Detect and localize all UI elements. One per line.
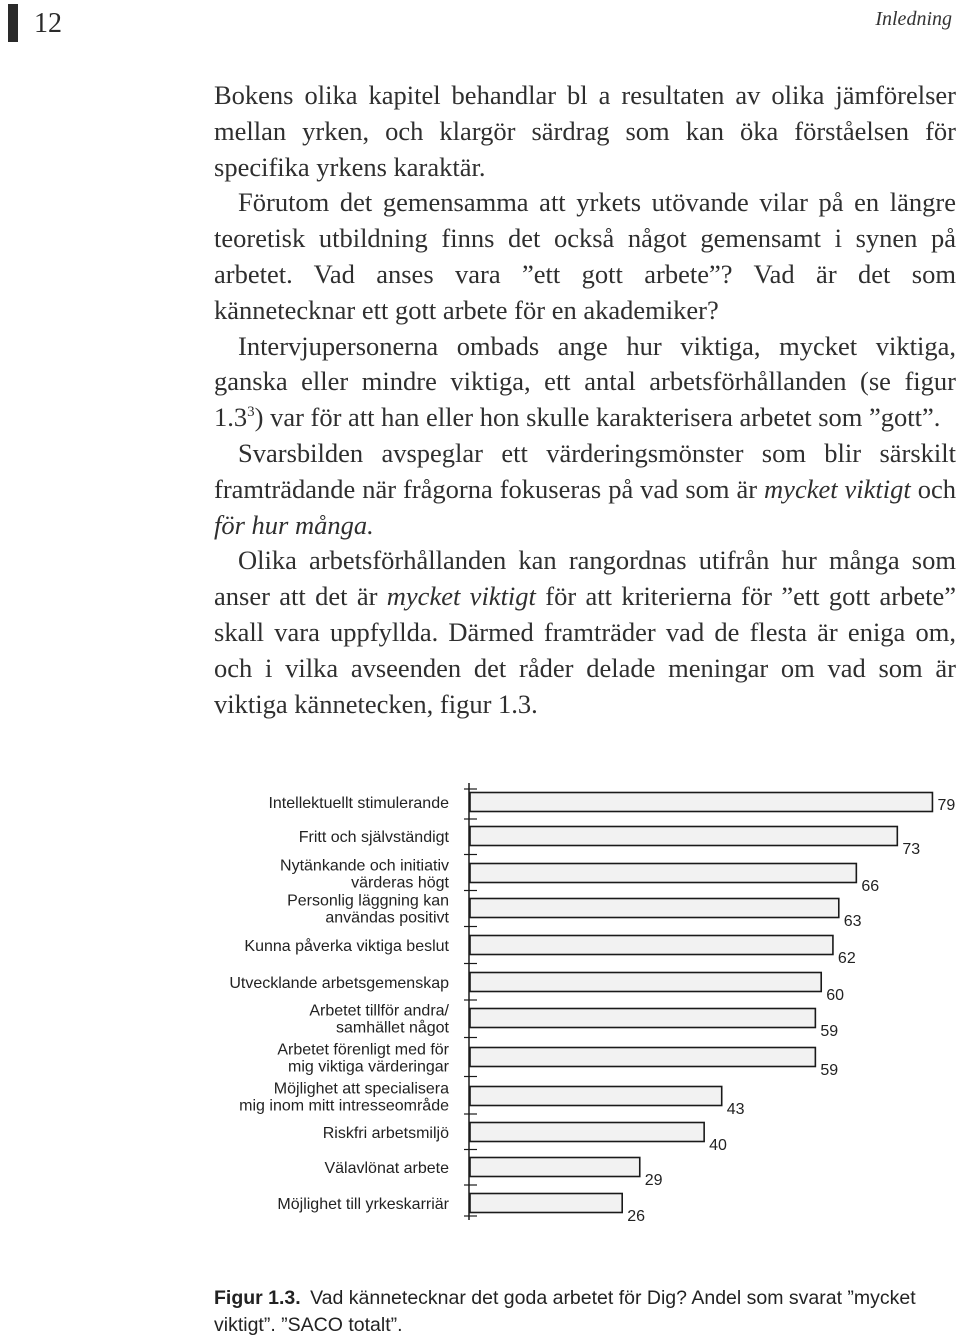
- data-label: 60: [826, 987, 845, 1004]
- data-label: 29: [644, 1172, 663, 1189]
- data-label: 40: [709, 1137, 727, 1154]
- bar: [470, 1158, 640, 1177]
- page-number: 12: [34, 8, 62, 39]
- data-label: 73: [902, 841, 921, 858]
- paragraph-3: [214, 329, 956, 436]
- bar: [470, 899, 839, 918]
- category-label: Möjlighet att specialisera: [273, 1080, 449, 1098]
- bar: [470, 1087, 722, 1106]
- paragraph-4: [214, 436, 956, 543]
- category-label: mig inom mitt intresseområde: [239, 1097, 449, 1115]
- bar: [470, 1194, 622, 1213]
- bar: [470, 936, 833, 955]
- paragraph-5-text-a: Olika arbetsförhållanden kan rangordnas utifrån hur många som anser att det är: [214, 545, 956, 612]
- category-label: samhället något: [336, 1019, 449, 1037]
- paragraph-4-text-b: och: [910, 473, 956, 504]
- paragraph-1: Bokens olika kapitel behandlar bl a resultaten av olika jämförelser mellan yrken, och klargör särdrag som kan öka förståelsen för specifika yrkens karaktär.: [214, 80, 956, 182]
- bar: [470, 1009, 815, 1028]
- category-label: värderas högt: [351, 874, 449, 892]
- category-label: Välavlönat arbete: [324, 1160, 449, 1177]
- data-label: 63: [843, 913, 862, 930]
- footnote-marker: 3: [247, 404, 255, 421]
- paragraph-4-emphasis-a: mycket viktigt: [764, 473, 911, 504]
- data-label: 79: [937, 797, 956, 814]
- category-label: mig viktiga värderingar: [288, 1058, 449, 1076]
- data-label: 26: [627, 1208, 645, 1225]
- paragraph-3-text-a: Intervjupersonerna ombads ange hur viktiga, mycket viktiga, ganska eller mindre viktiga, ett antal arbetsförhållanden (se figur 1.3: [214, 330, 956, 433]
- bar: [470, 864, 856, 883]
- category-label: Arbetet tillför andra/: [309, 1002, 449, 1020]
- category-label: Kunna påverka viktiga beslut: [244, 938, 449, 955]
- paragraph-3-text-b: ) var för att han eller hon skulle karakterisera arbetet som ”gott”.: [254, 402, 941, 433]
- running-head: Inledning: [875, 8, 952, 30]
- bar: [470, 973, 821, 992]
- category-label: Nytänkande och initiativ: [280, 857, 449, 875]
- paragraph-4-text-a: Svarsbilden avspeglar ett värderingsmönster som blir särskilt framträdande när frågorna fokuseras på vad som är: [214, 437, 956, 504]
- bar-chart: [210, 775, 960, 1235]
- data-label: 59: [820, 1062, 839, 1079]
- category-label: Möjlighet till yrkeskarriär: [277, 1196, 449, 1213]
- category-label: Arbetet förenligt med för: [277, 1041, 449, 1059]
- bar: [470, 827, 897, 846]
- category-label: Fritt och självständigt: [298, 829, 449, 846]
- category-label: användas positivt: [325, 909, 449, 927]
- paragraph-2: Förutom det gemensamma att yrkets utövande vilar på en längre teoretisk utbildning finns det också något gemensamt i synen på arbetet. Vad anses vara ”ett gott arbete”? Vad är det som kännetecknar ett gott arbete för en akademiker?: [214, 187, 956, 325]
- paragraph-5-text-b: för att kriterierna för ”ett gott arbete” skall vara uppfyllda. Därmed framträder vad de flesta är eniga om, och i vilka avseenden det råder delade meningar om vad som är viktiga kännetecken, figur 1.3.: [214, 581, 956, 719]
- category-label: Intellektuellt stimulerande: [268, 795, 449, 812]
- category-label: Personlig läggning kan: [287, 892, 449, 910]
- category-label: Riskfri arbetsmiljö: [322, 1125, 449, 1142]
- data-label: 66: [861, 878, 880, 895]
- data-label: 62: [837, 950, 856, 967]
- bar: [470, 793, 932, 812]
- data-label: 43: [726, 1101, 745, 1118]
- figure-caption: [214, 1285, 954, 1339]
- bar: [470, 1048, 815, 1067]
- data-label: 59: [820, 1023, 839, 1040]
- paragraph-5-emphasis: mycket viktigt: [386, 581, 536, 612]
- figure-label: Figur 1.3.: [214, 1287, 301, 1309]
- page-number-box: [8, 4, 64, 42]
- figure-caption-text: Vad kännetecknar det goda arbetet för Dig? Andel som svarat ”mycket viktigt”. ”SACO totalt”.: [214, 1287, 916, 1336]
- paragraph-5: [214, 543, 956, 722]
- body-text: [214, 78, 956, 722]
- category-label: Utvecklande arbetsgemenskap: [229, 975, 449, 992]
- paragraph-4-emphasis-b: för hur många.: [214, 509, 374, 540]
- bar: [470, 1123, 704, 1142]
